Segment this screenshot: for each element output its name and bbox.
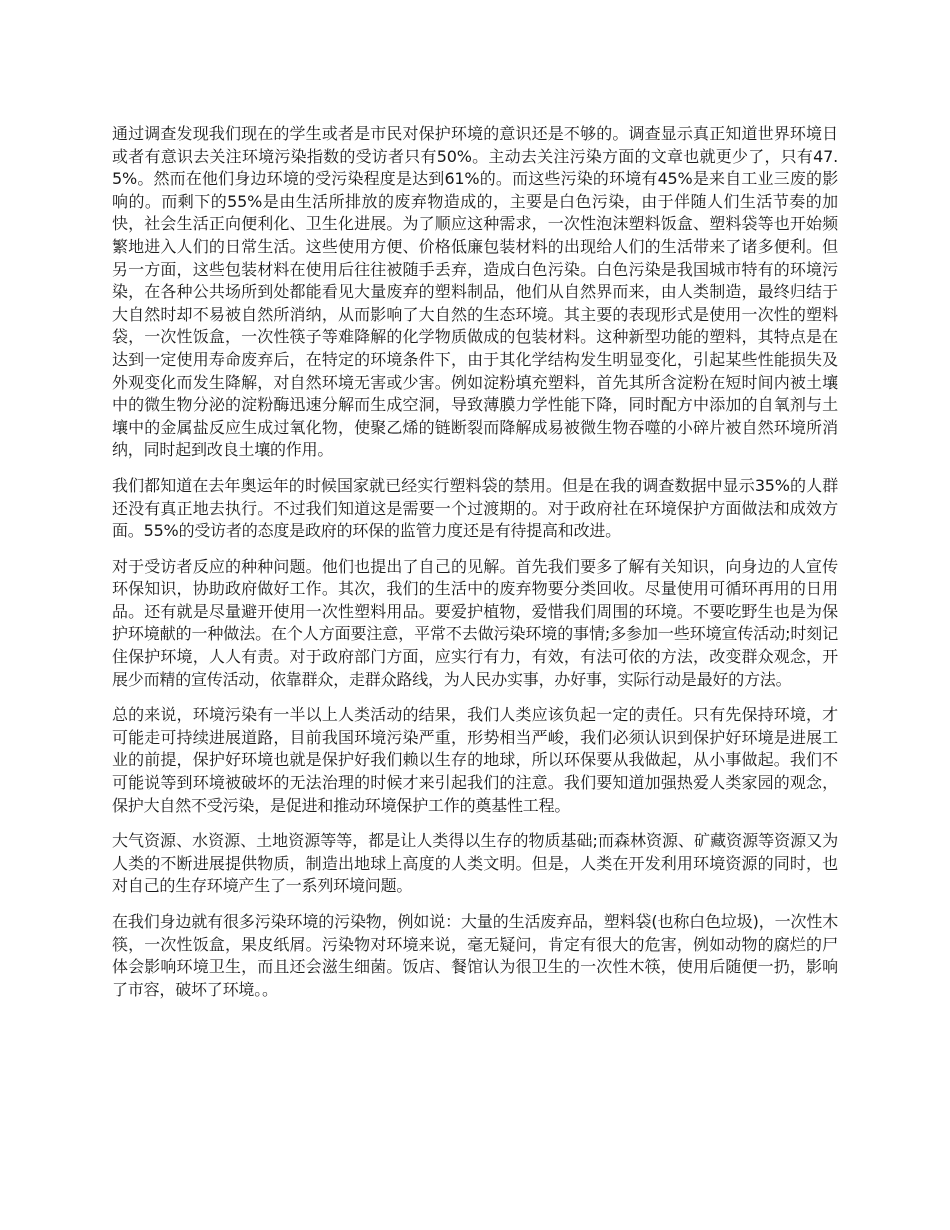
paragraph-suggestions: 对于受访者反应的种种问题。他们也提出了自己的见解。首先我们要多了解有关知识，向身边的人宣传环保知识，协助政府做好工作。其次，我们的生活中的废弃物要分类回收。尽量使用可循环再用的日用品。还有就是尽量避开使用一次性塑料用品。要爱护植物，爱惜我们周围的环境。不要吃野生也是为保护环境献的一种做法。在个人方面要注意，平常不去做污染环境的事情;多参加一些环境宣传活动;时刻记住保护环境，人人有责。对于政府部门方面，应实行有力，有效，有法可依的方法，改变群众观念，开展少而精的宣传活动，依靠群众，走群众路线，为人民办实事，办好事，实际行动是最好的方法。 (112, 556, 838, 689)
paragraph-resources: 大气资源、水资源、土地资源等等，都是让人类得以生存的物质基础;而森林资源、矿藏资源等资源又为人类的不断进展提供物质，制造出地球上高度的人类文明。但是，人类在开发利用环境资源的同时，也对自己的生存环境产生了一系列环境问题。 (112, 831, 838, 896)
paragraph-conclusion: 总的来说，环境污染有一半以上人类活动的结果，我们人类应该负起一定的责任。只有先保持环境，才可能走可持续进展道路，目前我国环境污染严重，形势相当严峻，我们必须认识到保护好环境是进展工业的前提，保护好环境也就是保护好我们赖以生存的地球，所以环保要从我做起，从小事做起。我们不可能说等到环境被破坏的无法治理的时候才来引起我们的注意。我们要知道加强热爱人类家园的观念，保护大自然不受污染，是促进和推动环境保护工作的奠基性工程。 (112, 705, 838, 815)
paragraph-survey-findings: 通过调查发现我们现在的学生或者是市民对保护环境的意识还是不够的。调查显示真正知道世界环境日或者有意识去关注环境污染指数的受访者只有50%。主动去关注污染方面的文章也就更少了，只有47.5%。然而在他们身边环境的受污染程度是达到61%的。而这些污染的环境有45%是来自工业三废的影响的。而剩下的55%是由生活所排放的废弃物造成的，主要是白色污染，由于伴随人们生活节奏的加快，社会生活正向便利化、卫生化进展。为了顺应这种需求，一次性泡沫塑料饭盒、塑料袋等也开始频繁地进入人们的日常生活。这些使用方便、价格低廉包装材料的出现给人们的生活带来了诸多便利。但另一方面，这些包装材料在使用后往往被随手丢弃，造成白色污染。白色污染是我国城市特有的环境污染，在各种公共场所到处都能看见大量废弃的塑料制品，他们从自然界而来，由人类制造，最终归结于大自然时却不易被自然所消纳，从而影响了大自然的生态环境。其主要的表现形式是使用一次性的塑料袋，一次性饭盒，一次性筷子等难降解的化学物质做成的包装材料。这种新型功能的塑料，其特点是在达到一定使用寿命废弃后，在特定的环境条件下，由于其化学结构发生明显变化，引起某些性能损失及外观变化而发生降解，对自然环境无害或少害。例如淀粉填充塑料，首先其所含淀粉在短时间内被土壤中的微生物分泌的淀粉酶迅速分解而生成空洞，导致薄膜力学性能下降，同时配方中添加的自氧剂与土壤中的金属盐反应生成过氧化物，使聚乙烯的链断裂而降解成易被微生物吞噬的小碎片被自然环境所消纳，同时起到改良土壤的作用。 (112, 124, 838, 460)
paragraph-pollutants: 在我们身边就有很多污染环境的污染物，例如说：大量的生活废弃品，塑料袋(也称白色垃圾)，一次性木筷，一次性饭盒，果皮纸屑。污染物对环境来说，毫无疑问，肯定有很大的危害，例如动物的腐烂的尸体会影响环境卫生，而且还会滋生细菌。饭店、餐馆认为很卫生的一次性木筷，使用后随便一扔，影响了市容，破坏了环境。。 (112, 912, 838, 999)
paragraph-plastic-bag-ban: 我们都知道在去年奥运年的时候国家就已经实行塑料袋的禁用。但是在我的调查数据中显示35%的人群还没有真正地去执行。不过我们知道这是需要一个过渡期的。对于政府社在环境保护方面做法和成效方面。55%的受访者的态度是政府的环保的监管力度还是有待提高和改进。 (112, 475, 838, 541)
